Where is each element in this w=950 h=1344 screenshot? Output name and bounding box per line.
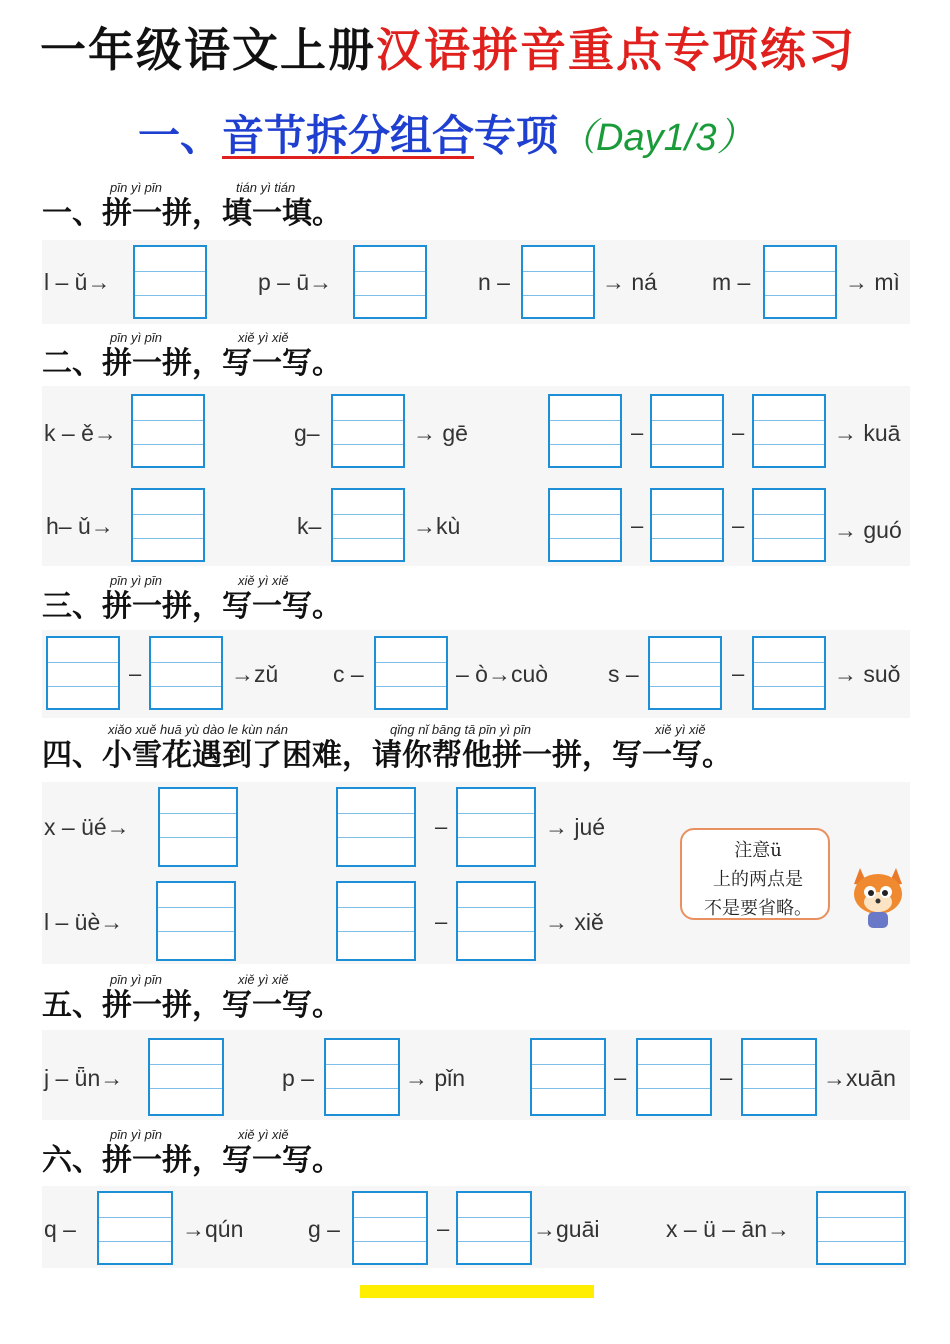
section-heading: 六、拼一拼，写一写。 (42, 1143, 342, 1178)
answer-box[interactable] (752, 394, 826, 468)
answer-box[interactable] (763, 245, 837, 319)
syllable-prompt: k– (297, 513, 322, 539)
syllable-result: → jué (545, 814, 606, 840)
pinyin-annotation: xiě yì xiě (238, 573, 289, 588)
syllable-prompt: p – (282, 1065, 314, 1091)
dash: – (129, 661, 142, 686)
answer-box[interactable] (156, 881, 236, 961)
syllable-result: → guó (834, 517, 902, 543)
syllable-result: → gē (413, 420, 468, 446)
fox-mascot-icon (846, 860, 910, 930)
syllable-prompt: g– (294, 420, 320, 446)
syllable-result: →zǔ (231, 661, 279, 687)
section-heading: 一、拼一拼，填一填。 (42, 196, 342, 231)
pinyin-annotation: xiě yì xiě (238, 330, 289, 345)
pinyin-annotation: qǐng nǐ bāng tā pīn yì pīn (390, 722, 531, 737)
answer-box[interactable] (752, 488, 826, 562)
dash: – (732, 661, 745, 686)
pinyin-annotation: xiǎo xuě huā yù dào le kùn nán (108, 722, 288, 737)
answer-box[interactable] (456, 1191, 532, 1265)
answer-box[interactable] (530, 1038, 606, 1116)
answer-box[interactable] (548, 488, 622, 562)
syllable-prompt: j – ǖn→ (44, 1065, 124, 1091)
pinyin-annotation: pīn yì pīn (110, 972, 163, 987)
syllable-result: →kù (413, 513, 461, 539)
answer-box[interactable] (158, 787, 238, 867)
syllable-result: → suǒ (834, 661, 901, 687)
dash: – (435, 814, 448, 839)
answer-box[interactable] (46, 636, 120, 710)
syllable-prompt: g – (308, 1216, 340, 1242)
pinyin-annotation: tián yì tián (236, 180, 296, 195)
answer-box[interactable] (650, 394, 724, 468)
syllable-prompt: x – ü – ān→ (666, 1216, 791, 1242)
syllable-prompt: x – üé→ (44, 814, 130, 840)
syllable-result: →qún (182, 1216, 244, 1242)
syllable-prompt: h– ǔ→ (46, 513, 114, 539)
pinyin-annotation: xiě yì xiě (238, 972, 289, 987)
dash: – (732, 513, 745, 538)
answer-box[interactable] (133, 245, 207, 319)
answer-box[interactable] (648, 636, 722, 710)
answer-box[interactable] (331, 488, 405, 562)
answer-box[interactable] (816, 1191, 906, 1265)
answer-box[interactable] (650, 488, 724, 562)
dash: – (437, 1216, 450, 1241)
syllable-prompt: n – (478, 269, 510, 295)
tip-line: 上的两点是 (713, 869, 803, 890)
answer-box[interactable] (97, 1191, 173, 1265)
syllable-prompt: l – üè→ (44, 909, 124, 935)
answer-box[interactable] (456, 787, 536, 867)
page-title: 一年级语文上册汉语拼音重点专项练习 (40, 23, 856, 77)
answer-box[interactable] (148, 1038, 224, 1116)
syllable-result: →xuān (823, 1065, 896, 1091)
answer-box[interactable] (336, 787, 416, 867)
syllable-prompt: m – (712, 269, 751, 295)
pinyin-annotation: pīn yì pīn (110, 1127, 163, 1142)
answer-box[interactable] (636, 1038, 712, 1116)
dash: – (720, 1065, 733, 1090)
section-heading: 五、拼一拼，写一写。 (42, 988, 342, 1023)
section-heading: 四、小雪花遇到了困难，请你帮他拼一拼，写一写。 (42, 738, 732, 773)
answer-box[interactable] (353, 245, 427, 319)
answer-box[interactable] (521, 245, 595, 319)
answer-box[interactable] (324, 1038, 400, 1116)
syllable-result: – ò→cuò (456, 661, 549, 687)
subtitle: 一、音节拆分组合专项（Day1/3） (138, 111, 755, 160)
answer-box[interactable] (149, 636, 223, 710)
answer-box[interactable] (331, 394, 405, 468)
dash: – (435, 909, 448, 934)
answer-box[interactable] (374, 636, 448, 710)
answer-box[interactable] (456, 881, 536, 961)
pinyin-annotation: pīn yì pīn (110, 180, 163, 195)
syllable-result: → xiě (545, 909, 604, 935)
syllable-prompt: p – ū→ (258, 269, 333, 295)
answer-box[interactable] (752, 636, 826, 710)
section-heading: 三、拼一拼，写一写。 (42, 589, 342, 624)
tip-bubble (680, 828, 830, 920)
answer-box[interactable] (548, 394, 622, 468)
syllable-prompt: k – ě→ (44, 420, 117, 446)
answer-box[interactable] (131, 394, 205, 468)
pinyin-annotation: pīn yì pīn (110, 330, 163, 345)
tip-line: 注意ü (734, 840, 782, 861)
syllable-result: → pǐn (405, 1065, 466, 1091)
answer-box[interactable] (336, 881, 416, 961)
dash: – (631, 420, 644, 445)
yellow-highlight-bar (360, 1285, 594, 1298)
syllable-result: →guāi (533, 1216, 600, 1242)
dash: – (614, 1065, 627, 1090)
tip-line: 不是要省略。 (704, 898, 812, 919)
answer-box[interactable] (741, 1038, 817, 1116)
pinyin-annotation: xiě yì xiě (238, 1127, 289, 1142)
syllable-result: → mì (845, 269, 900, 295)
syllable-prompt: q – (44, 1216, 76, 1242)
syllable-prompt: c – (333, 661, 364, 687)
syllable-prompt: l – ǔ→ (44, 269, 111, 295)
section-heading: 二、拼一拼，写一写。 (42, 346, 342, 381)
answer-box[interactable] (352, 1191, 428, 1265)
syllable-result: → ná (602, 269, 657, 295)
syllable-result: → kuā (834, 420, 901, 446)
pinyin-annotation: pīn yì pīn (110, 573, 163, 588)
syllable-prompt: s – (608, 661, 639, 687)
dash: – (631, 513, 644, 538)
pinyin-annotation: xiě yì xiě (655, 722, 706, 737)
answer-box[interactable] (131, 488, 205, 562)
dash: – (732, 420, 745, 445)
